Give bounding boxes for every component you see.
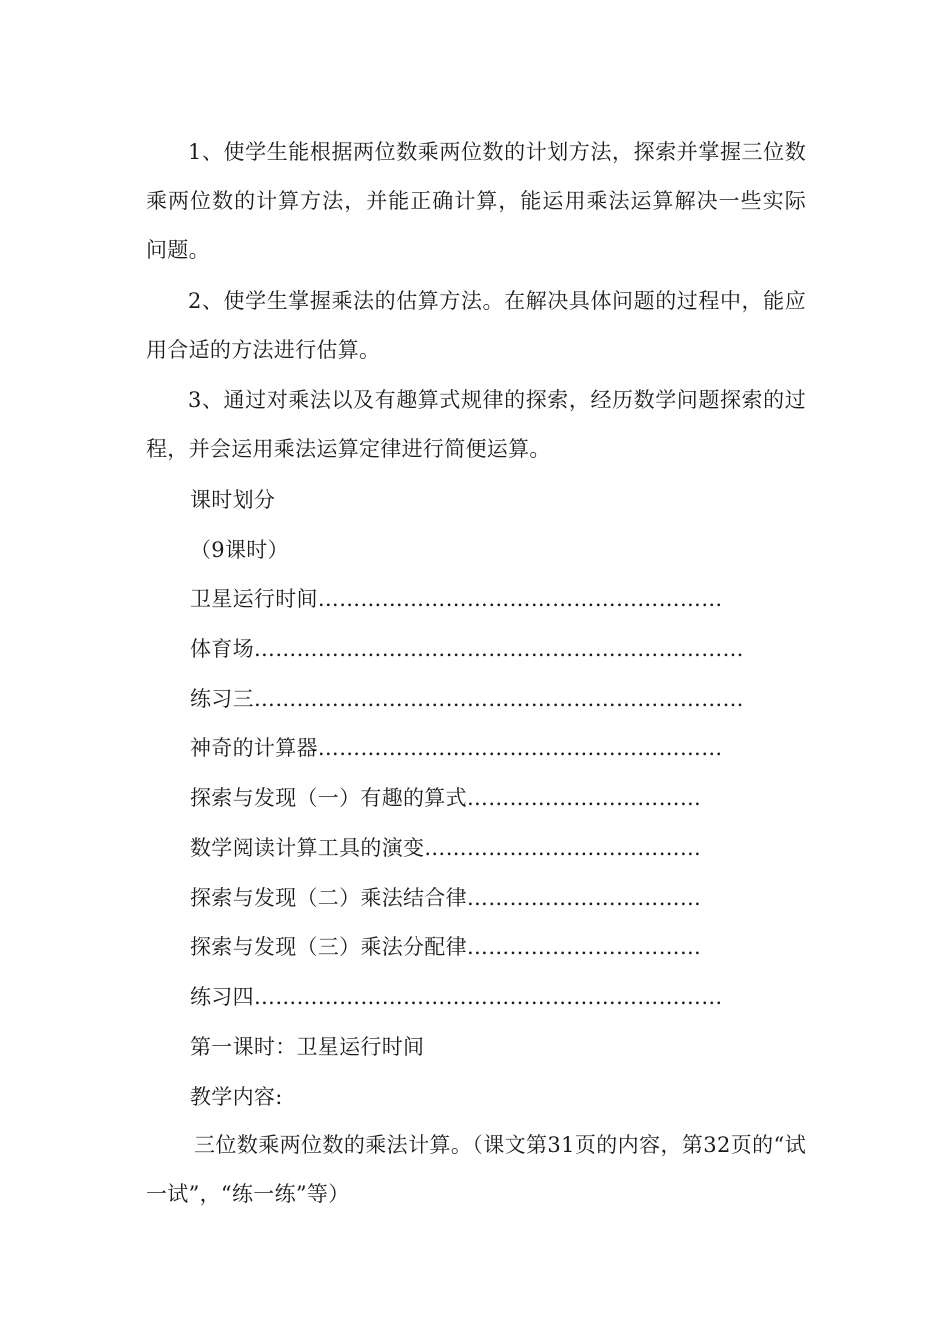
objective-1: 1、使学生能根据两位数乘两位数的计划方法，探索并掌握三位数乘两位数的计算方法，并能正确计算，能运用乘法运算解决一些实际问题。 [146, 140, 806, 262]
toc-item: 卫星运行时间………………………………………………… [190, 587, 723, 611]
schedule-heading: 课时划分 [190, 488, 276, 512]
objective-3: 3、通过对乘法以及有趣算式规律的探索，经历数学问题探索的过程，并会运用乘法运算定律进行简便运算。 [146, 388, 806, 461]
toc-item: 体育场…………………………………………………………… [190, 637, 744, 661]
objective-2: 2、使学生掌握乘法的估算方法。在解决具体问题的过程中，能应用合适的方法进行估算。 [146, 289, 806, 362]
toc-item: 神奇的计算器………………………………………………… [190, 736, 723, 760]
schedule-total: （9课时） [190, 538, 289, 562]
toc-item: 探索与发现（三）乘法分配律…………………………… [190, 935, 702, 959]
toc-item: 数学阅读计算工具的演变………………………………… [190, 836, 702, 860]
content-text: 三位数乘两位数的乘法计算。（课文第31页的内容，第32页的“试一试”，“练一练”等） [146, 1133, 806, 1206]
toc-item: 练习三…………………………………………………………… [190, 687, 744, 711]
lesson-title: 第一课时：卫星运行时间 [190, 1035, 425, 1059]
toc-item: 练习四………………………………………………………… [190, 985, 723, 1009]
content-heading: 教学内容: [190, 1085, 283, 1109]
toc-item: 探索与发现（一）有趣的算式…………………………… [190, 786, 702, 810]
toc-item: 探索与发现（二）乘法结合律…………………………… [190, 886, 702, 910]
